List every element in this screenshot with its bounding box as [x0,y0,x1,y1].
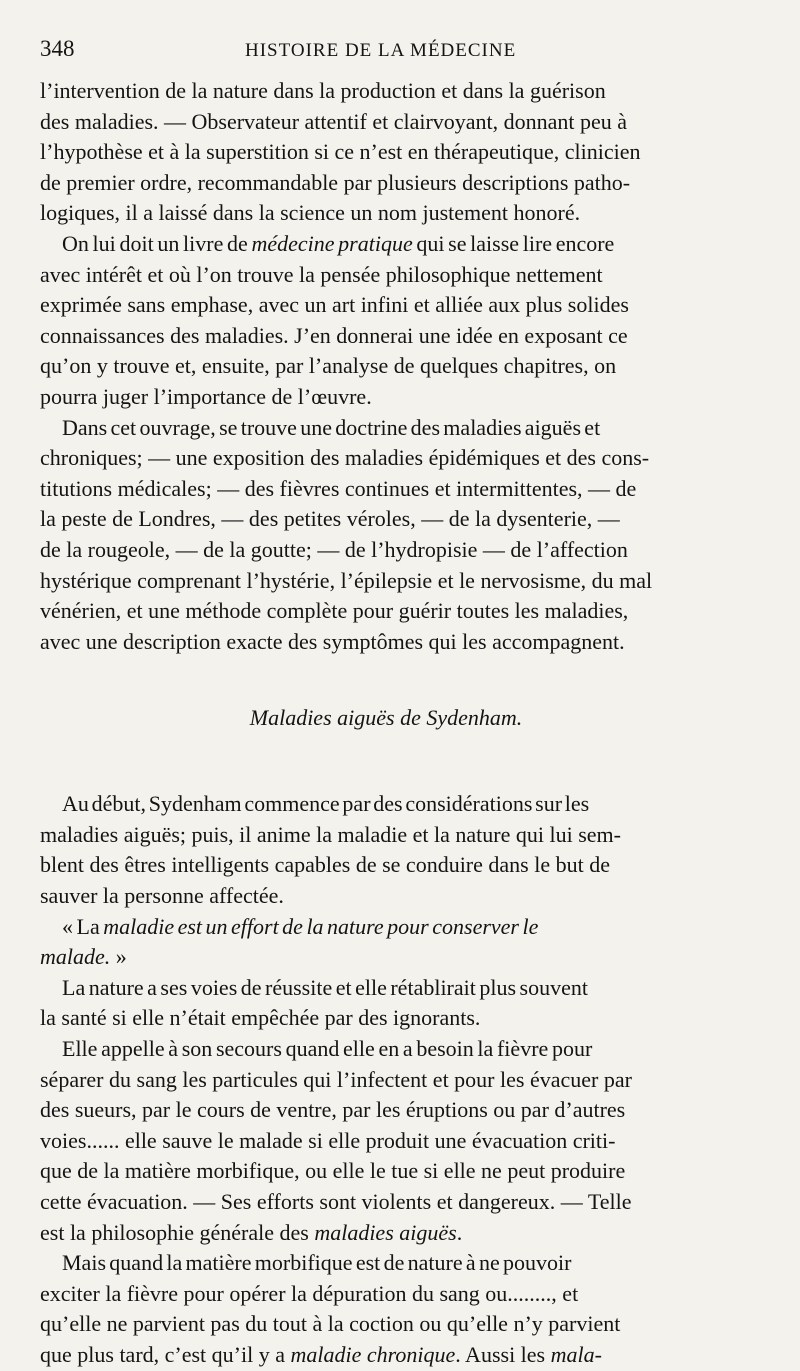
text-line [40,820,732,851]
text-line [40,535,732,566]
text-segment: Au début, Sydenham commence par des considérations sur les [62,791,590,817]
paragraph [40,789,732,911]
page-number: 348 [40,36,75,61]
text-line [40,1065,732,1096]
text-segment: que de la matière morbifique, ou elle le tue si elle ne peut produire [40,1158,626,1184]
italic-text: malade. [40,944,111,970]
text-line [40,1003,732,1034]
text-segment: maladies aiguës; puis, il anime la maladie et la nature qui lui sem- [40,821,621,847]
text-segment: avec intérêt et où l’on trouve la pensée philosophique nettement [40,261,603,287]
text-line [40,627,732,658]
text-line [40,1126,732,1157]
text-segment: sauver la personne affectée. [40,883,284,909]
paragraph [40,229,732,413]
paragraph [40,1248,732,1370]
text-line [40,596,732,627]
text-segment: qu’on y trouve et, ensuite, par l’analyse de quelques chapitres, on [40,353,617,379]
text-line [40,413,732,444]
text-line [40,1156,732,1187]
text-line [40,942,732,973]
text-line [40,850,732,881]
text-segment: Mais quand la matière morbifique est de nature à ne pouvoir [62,1250,572,1276]
text-segment: voies...... elle sauve le malade si elle produit une évacuation criti- [40,1127,616,1153]
text-line [40,566,732,597]
italic-text: mala- [550,1341,602,1367]
text-segment: exprimée sans emphase, avec un art infini et alliée aux plus solides [40,292,629,318]
text-segment: On lui doit un livre de [62,230,252,256]
italic-text: maladie est un effort de la nature pour conserver le [103,913,539,939]
paragraph [40,76,732,229]
text-segment: qu’elle ne parvient pas du tout à la coction ou qu’elle n’y parvient [40,1311,621,1337]
italic-text: maladies aiguës [314,1219,457,1245]
text-segment: vénérien, et une méthode complète pour guérir toutes les maladies, [40,598,629,624]
italic-text: maladie chronique [290,1341,456,1367]
text-line [40,137,732,168]
text-segment: séparer du sang les particules qui l’infectent et pour les évacuer par [40,1066,632,1092]
text-segment: est la philosophie générale des [40,1219,315,1245]
text-line [40,912,732,943]
page-header [40,36,732,66]
text-segment: exciter la fièvre pour opérer la dépuration du sang ou........, et [40,1280,579,1306]
text-line [40,1279,732,1310]
text-line [40,229,732,260]
text-segment: avec une description exacte des symptômes qui les accompagnent. [40,628,625,654]
text-line [40,382,732,413]
text-line [40,76,732,107]
text-segment: cette évacuation. — Ses efforts sont violents et dangereux. — Telle [40,1189,632,1214]
paragraph [40,973,732,1034]
body-text-bottom [40,789,732,1370]
text-line [40,1187,732,1218]
text-line [40,198,732,229]
text-segment: La nature a ses voies de réussite et elle rétablirait plus souvent [62,974,588,1000]
text-segment: titutions médicales; — des fièvres continues et intermittentes, — de [40,475,637,501]
text-segment: blent des êtres intelligents capables de se conduire dans le but de [40,852,610,878]
text-line [40,1248,732,1279]
text-segment: la peste de Londres, — des petites véroles, — de la dysenterie, — [40,506,620,532]
text-segment: des sueurs, par le cours de ventre, par les éruptions ou par d’autres [40,1097,626,1123]
text-segment: » [110,944,127,970]
text-line [40,504,732,535]
text-line [40,1095,732,1126]
body-text-top [40,76,732,657]
text-line [40,351,732,382]
section-heading: Maladies aiguës de Sydenham. [249,705,523,731]
text-segment: hystérique comprenant l’hystérie, l’épilepsie et le nervosisme, du mal [40,567,653,593]
text-line [40,168,732,199]
text-line [40,290,732,321]
text-line [40,107,732,138]
text-line [40,260,732,291]
text-line [40,1340,732,1371]
text-line [40,881,732,912]
text-line [40,789,732,820]
text-segment: connaissances des maladies. J’en donnerai une idée en exposant ce [40,322,628,348]
text-segment: que plus tard, c’est qu’il y a [40,1341,291,1367]
text-line [40,443,732,474]
italic-text: médecine pratique [251,230,413,256]
paragraph [40,1034,732,1248]
text-segment: qui se laisse lire encore [412,230,615,256]
paragraph [40,413,732,658]
text-line [40,1309,732,1340]
text-segment: logiques, il a laissé dans la science un nom justement honoré. [40,200,581,226]
text-segment: l’intervention de la nature dans la production et dans la guérison [40,78,606,103]
text-segment: des maladies. — Observateur attentif et clairvoyant, donnant peu à [40,108,628,134]
text-line [40,321,732,352]
paragraph [40,912,732,973]
text-segment: Elle appelle à son secours quand elle en a besoin la fièvre pour [62,1036,593,1062]
text-segment: « La [62,913,104,939]
running-title: HISTOIRE DE LA MÉDECINE [245,40,517,61]
text-segment: pourra juger l’importance de l’œuvre. [40,383,372,409]
text-line [40,1034,732,1065]
text-segment: l’hypothèse et à la superstition si ce n’est en thérapeutique, clinicien [40,139,641,165]
text-segment: de premier ordre, recommandable par plusieurs descriptions patho- [40,169,631,195]
text-line [40,474,732,505]
text-line [40,973,732,1004]
text-segment: Dans cet ouvrage, se trouve une doctrine des maladies aiguës et [62,414,601,440]
text-segment: . Aussi les [455,1341,551,1367]
text-segment: . [456,1219,463,1245]
text-segment: chroniques; — une exposition des maladies épidémiques et des cons- [40,445,650,471]
text-line [40,1218,732,1249]
text-segment: de la rougeole, — de la goutte; — de l’hydropisie — de l’affection [40,536,628,562]
text-segment: la santé si elle n’était empêchée par des ignorants. [40,1005,481,1031]
